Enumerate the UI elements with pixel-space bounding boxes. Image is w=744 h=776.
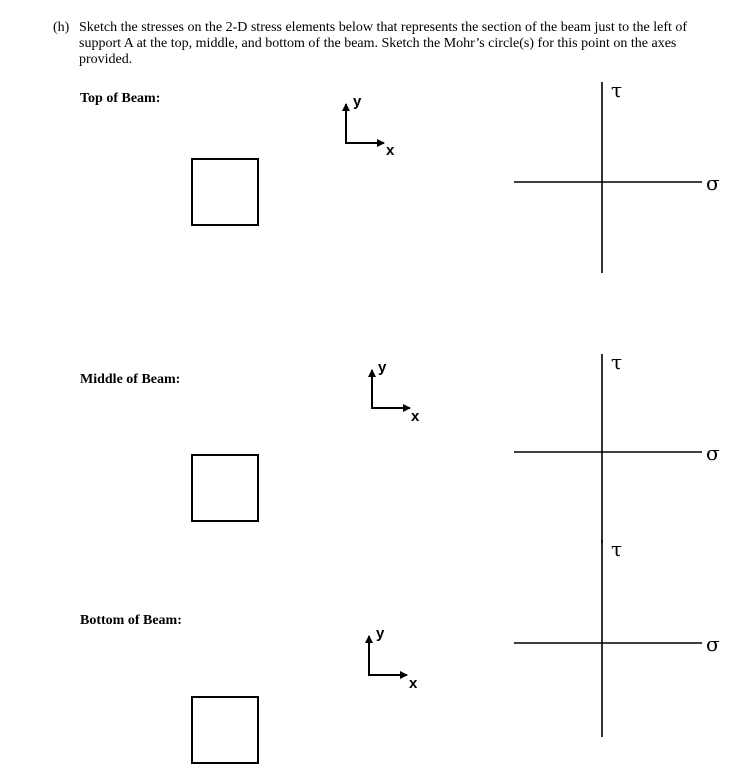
sigma-label: σ — [706, 171, 720, 195]
mohr-axes-middle — [514, 350, 720, 543]
y-axis-label: y — [376, 625, 385, 642]
mohr-axes-bottom — [514, 537, 720, 737]
question-text: Sketch the stresses on the 2-D stress elements below that represents the section of the beam just to the left of support A at the top, middle, and bottom of the beam. Sketch the Mohr’s circle(s) for this point on the axes provided. — [79, 20, 688, 67]
x-axis-label: x — [386, 142, 395, 159]
sigma-label: σ — [706, 441, 720, 465]
x-axis-label: x — [409, 675, 418, 692]
sigma-label: σ — [706, 632, 720, 656]
question-number: (h) — [53, 20, 70, 35]
coordinate-axes-middle — [371, 359, 420, 425]
stress-element-top — [192, 159, 258, 225]
tau-label: τ — [611, 350, 623, 374]
x-axis-label: x — [411, 408, 420, 425]
tau-label: τ — [611, 537, 623, 561]
y-axis-label: y — [353, 93, 362, 110]
stress-element-middle — [192, 455, 258, 521]
section-label-top: Top of Beam: — [80, 91, 161, 106]
section-label-bottom: Bottom of Beam: — [80, 613, 182, 628]
stress-element-bottom — [192, 697, 258, 763]
y-axis-label: y — [378, 359, 387, 376]
section-label-middle: Middle of Beam: — [80, 372, 181, 387]
tau-label: τ — [611, 78, 623, 102]
coordinate-axes-bottom — [368, 625, 418, 692]
coordinate-axes-top — [345, 93, 395, 159]
mohr-axes-top — [514, 78, 720, 273]
